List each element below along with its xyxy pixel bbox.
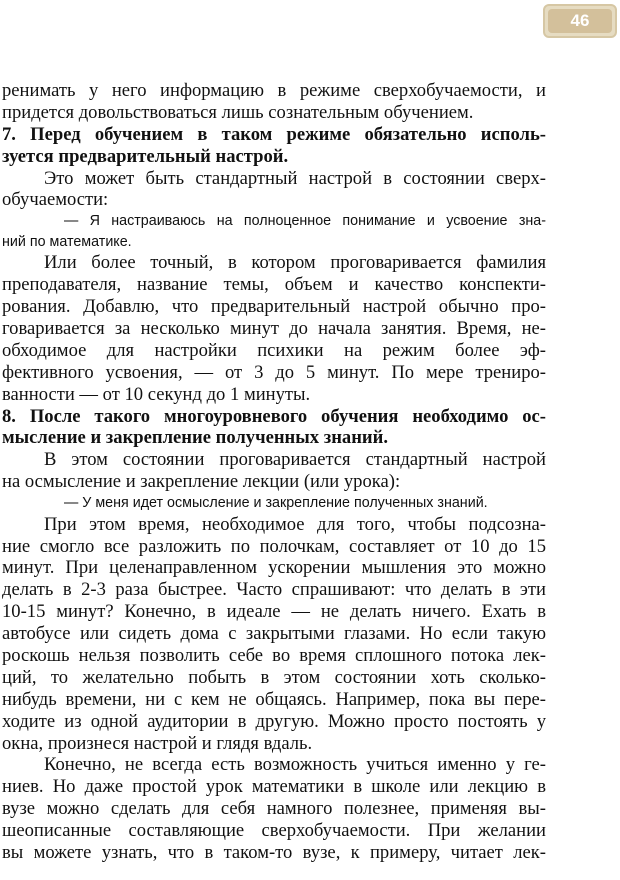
text-line: рования. Добавлю, что предварительный настрой обычно про- xyxy=(2,296,546,318)
text-line: говаривается за несколько минут до начала занятия. Время, не- xyxy=(2,318,546,340)
text-line: обходимое для настройки психики на режим более эф- xyxy=(2,339,546,361)
text-line: 10-15 минут? Конечно, в идеале — не делать ничего. Ехать в xyxy=(2,601,546,623)
text-line: обучаемости: xyxy=(2,189,109,211)
text-line: В этом состоянии проговаривается стандартный настрой xyxy=(44,449,546,471)
text-line: ванности — от 10 секунд до 1 минуты. xyxy=(2,383,311,405)
text-line: преподавателя, название темы, объем и качество конспекти- xyxy=(2,274,546,296)
text-line: ние смогло все разложить по полочкам, составляет от 10 до 15 xyxy=(2,535,546,557)
heading-line: 7. Перед обучением в таком режиме обязательно исполь- xyxy=(2,123,546,145)
text-line: ренимать у него информацию в режиме сверхобучаемости, и xyxy=(2,80,546,101)
text-line: нибудь времени, ни с кем не общаясь. Например, пока вы пере- xyxy=(2,688,546,710)
text-line: Или более точный, в котором проговаривается фамилия xyxy=(44,252,546,274)
page-number-badge xyxy=(543,4,617,38)
text-line: ниев. Но даже простой урок математики в школе или лекцию в xyxy=(2,776,546,798)
text-line: делать в 2-3 раза быстрее. Часто спрашивают: что делать в эти xyxy=(2,579,546,601)
quote-line: ний по математике. xyxy=(2,233,132,250)
quote-line: — Я настраиваюсь на полноценное понимание и усвоение зна- xyxy=(64,213,546,230)
text-line: минут. При целенаправленном ускорении мышления это можно xyxy=(2,557,546,579)
text-line: вы можете узнать, что в таком-то вузе, к примеру, читает лек- xyxy=(2,842,546,863)
text-line: Конечно, не всегда есть возможность учиться именно у ге- xyxy=(44,754,546,776)
page-body xyxy=(2,80,546,864)
text-line: вузе можно сделать для себя намного полезнее, применяя вы- xyxy=(2,798,546,820)
text-line: роскошь нельзя позволить себе во время сплошного потока лек- xyxy=(2,644,546,666)
page-number: 46 xyxy=(548,9,612,33)
text-line: придется довольствоваться лишь сознательным обучением. xyxy=(2,101,474,123)
heading-line: зуется предварительный настрой. xyxy=(2,145,289,167)
text-line: на осмысление и закрепление лекции (или урока): xyxy=(2,471,401,493)
text-line: ций, то желательно побыть в этом состоянии хоть сколько- xyxy=(2,666,546,688)
heading-line: 8. После такого многоуровневого обучения необходимо ос- xyxy=(2,405,546,427)
text-line: автобусе или сидеть дома с закрытыми глазами. Но если такую xyxy=(2,623,546,645)
text-line: окна, произнеся настрой и глядя вдаль. xyxy=(2,732,313,754)
quote-line: — У меня идет осмысление и закрепление полученных знаний. xyxy=(64,495,488,512)
text-line: шеописанные составляющие сверхобучаемости. При желании xyxy=(2,820,546,842)
text-line: фективного усвоения, — от 3 до 5 минут. По мере трениро- xyxy=(2,361,546,383)
text-line: При этом время, необходимое для того, чтобы подсозна- xyxy=(44,513,546,535)
text-line: Это может быть стандартный настрой в состоянии сверх- xyxy=(44,167,546,189)
heading-line: мысление и закрепление полученных знаний. xyxy=(2,427,389,449)
text-line: ходите из одной аудитории в другую. Можно просто постоять у xyxy=(2,710,546,732)
